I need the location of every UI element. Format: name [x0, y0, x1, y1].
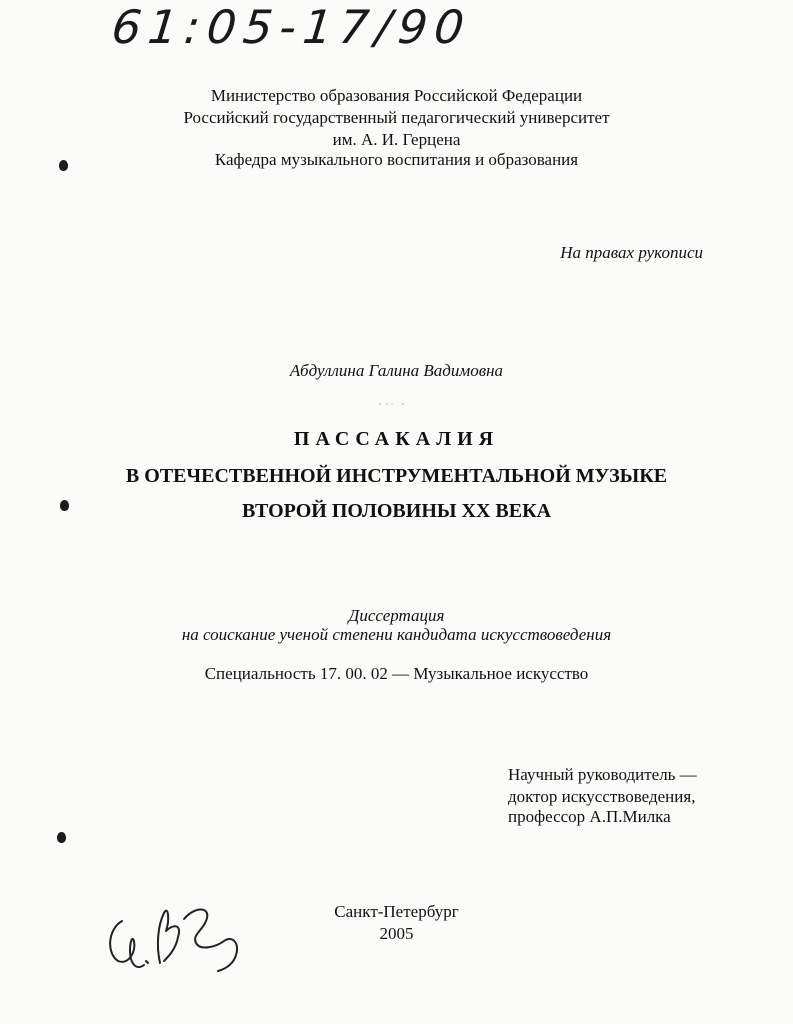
university-named-after: им. А. И. Герцена [332, 130, 461, 149]
manuscript-rights-note: На правах рукописи [560, 243, 703, 262]
specialty: Специальность 17. 00. 02 — Музыкальное искусство [204, 664, 589, 683]
supervisor-line-2: доктор искусствоведения, [508, 787, 696, 806]
dissertation-type: Диссертация [348, 606, 445, 625]
dissertation-title-line-1: ПАССАКАЛИЯ [293, 428, 500, 450]
year: 2005 [379, 924, 414, 943]
city: Санкт-Петербург [334, 902, 459, 921]
department-name: Кафедра музыкального воспитания и образования [214, 150, 579, 169]
scan-smudge [378, 402, 406, 406]
supervisor-line-1: Научный руководитель — [508, 765, 697, 784]
dissertation-title-line-2: В ОТЕЧЕСТВЕННОЙ ИНСТРУМЕНТАЛЬНОЙ МУЗЫКЕ [125, 465, 668, 487]
ministry-name: Министерство образования Российской Федерации [210, 86, 583, 105]
university-name: Российский государственный педагогический университет [183, 108, 610, 127]
punch-hole [57, 832, 66, 843]
archive-number: 61:05-17/90 [109, 0, 474, 54]
author-name: Абдуллина Галина Вадимовна [289, 361, 504, 380]
dissertation-purpose: на соискание ученой степени кандидата искусствоведения [181, 625, 612, 644]
dissertation-title-line-3: ВТОРОЙ ПОЛОВИНЫ XX ВЕКА [241, 500, 552, 522]
supervisor-line-3: профессор А.П.Милка [508, 807, 671, 826]
